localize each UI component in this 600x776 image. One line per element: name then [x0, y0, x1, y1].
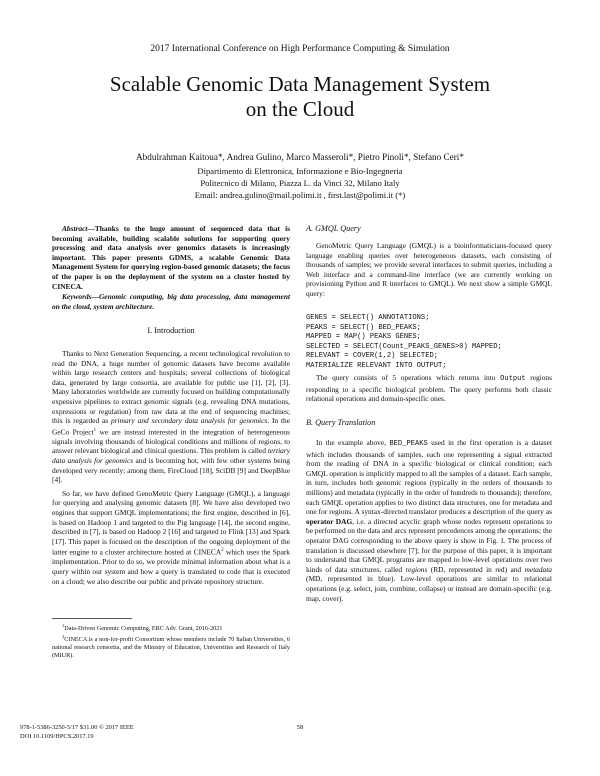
code-line: SELECTED = SELECT(Count_PEAKS_GENES>0) MAPPED;: [306, 342, 502, 351]
intro-paragraph-2: So far, we have defined GenoMetric Query Language (GMQL), a language for querying and analysing genomic datasets [8]. We have also developed two engines that support GMQL implementations; the first engine, described in [6], is based on Hadoop 1 and targeted to the Pig language [14], the second engine, described in [7], is based on Hadoop 2 [16] and targeted to Flink [13] and Spark [17]. This paper is focused on the description of the ongoing deployment of the latter engine to a cluster architecture hosted at CINECA$^2$ which uses the Spark implementation. Prior to do so, we provide minimal information about what is a query within our system and how a query is translated to code that is executed on a cloud; we also describe our public and private repository structure.: [52, 488, 291, 586]
translation-paragraph: In the example above, BED_PEAKS used in the first operation is a dataset which includes thousands of samples, each one representing a signal extracted from the reading of DNA in a specific biological or clinical condition; each GMQL operation is implicitly mapped to all the samples of a dataset. Each sample, in turn, includes both genomic regions (typically in the orders of thousands to millions) and metadata (typically in the order of hundreds to thousands); therefore, each GMQL operation applies to two distinct data structures, one for metadata and one for regions. A syntax-directed translator produces a description of the query as operator DAG, i.e. a directed acyclic graph whose nodes represent operations to be performed on the data and arcs represent precedences among the operations; the operator DAG corresponding to the above query is show in Fig. 1. The process of translation is discussed elsewhere [7]; for the purpose of this paper, it is important to understand that GMQL programs are mapped to low-level operations over two kinds of data structures, called regions (RD, represented in red) and metadata (MD, represented in blue). Low-level operations are similar to relational operations (e.g. select, join, combine, collapse) or instead are domain-specific (e.g. map, cover).: [306, 438, 553, 603]
gmql-heading: A. GMQL Query: [306, 224, 361, 233]
footer-doi: DOI 10.1109/HPCS.2017.19: [20, 733, 94, 740]
footnote-1: $^1$Data-Driven Genomic Computing, ERC Adv. Grant, 2016-2021: [62, 623, 223, 633]
translation-heading: B. Query Translation: [306, 418, 376, 427]
footnotes: [52, 622, 290, 659]
intro-paragraph-1: Thanks to Next Generation Sequencing, a recent technological revolution to read the DNA, a huge number of genomic datasets have become available within large research centers and hospitals; several collections of biological data, generated by large consortia, are available for public use [1], [2], [3]. Many laboratories worldwide are currently focused on building computationally expensive pipelines to extract genomic signals (e.g. revealing DNA mutations, expressions or regulation) from raw data at the end of sequencing machines; this is regarded as primary and secondary data analysis for genomics. In the GeCo Project$^1$ we are instead interested in the integration of heterogeneous signals involving thousands of biological conditions and millions of regions, to answer relevant biological and clinical questions. This problem is called tertiary data analysis for genomics and is becoming hot, with few other systems being developed very recently; among them, FireCloud [18], SciDB [9] and DeepBlue [4].: [52, 349, 290, 485]
gmql-paragraph-2: The query consists of 5 operations which returns into Output regions responding to a specific biological problem. The query performs both classic relational operations and domain-specific ones.: [306, 373, 552, 404]
abstract: [52, 224, 290, 291]
paper-title: [60, 72, 540, 122]
code-line: MAPPED = MAP() PEAKS GENES;: [306, 333, 421, 342]
gmql-code-block: [306, 314, 552, 372]
abstract-label: Abstract—: [62, 224, 95, 233]
code-line: MATERIALIZE RELEVANT INTO OUTPUT;: [306, 361, 447, 370]
intro-body: [52, 349, 290, 586]
abstract-text: Thanks to the huge amount of sequenced data that is becoming available, building scalable solutions for supporting query processing and data analysis over genomics datasets is increasingly important. This paper presents GDMS, a scalable Genomic Data Management System for querying region-based genomic datasets; the focus of the paper is on the deployment of the system on a cluster hosted by CINECA.: [52, 224, 290, 291]
intro-heading: I. Introduction: [147, 326, 195, 335]
conference-header: 2017 International Conference on High Performance Computing & Simulation: [150, 44, 450, 54]
keywords-label: Keywords—: [62, 292, 99, 301]
title-line-1: Scalable Genomic Data Management System: [109, 72, 491, 96]
page-number: 58: [296, 724, 304, 731]
footer-isbn: 978-1-5386-3250-5/17 $31.00 © 2017 IEEE: [20, 724, 134, 731]
keywords: [52, 292, 290, 311]
affiliation-dept: Dipartimento di Elettronica, Informazione e Bio-Ingegneria: [197, 166, 403, 176]
gmql-paragraph-1: GenoMetric Query Language (GMQL) is a bioinformaticians-focused query language enabling queries over heterogeneous datasets, each consisting of thousands of samples; we provide several interfaces to submit queries, including a Web interface and a command-line interface (we are currently working on provisioning Python and R interfaces to GMQL). We next show a simple GMQL query:: [306, 241, 552, 298]
code-line: RELEVANT = COVER(1,2) SELECTED;: [306, 352, 438, 361]
authors: Abdulrahman Kaitoua*, Andrea Gulino, Marco Masseroli*, Pietro Pinoli*, Stefano Ceri*: [136, 152, 464, 162]
footnote-rule: [52, 618, 132, 619]
title-line-2: on the Cloud: [245, 97, 355, 121]
affiliation-email: Email: andrea.gulino@mail.polimi.it , first.last@polimi.it (*): [194, 190, 406, 200]
code-line: PEAKS = SELECT() BED_PEAKS;: [306, 323, 421, 332]
footnote-2: $^2$CINECA is a non-for-profit Consortium whose members include 70 Italian Universities, 6 national research consortia, and the Ministry of Education, Universities and Research of Italy (MIUR).: [52, 633, 290, 659]
code-line: GENES = SELECT() ANNOTATIONS;: [306, 314, 430, 322]
affiliation-univ: Politecnico di Milano, Piazza L. da Vinci 32, Milano Italy: [200, 178, 400, 188]
keywords-text: Genomic computing, big data processing, data management on the cloud, system architecture.: [52, 292, 290, 311]
